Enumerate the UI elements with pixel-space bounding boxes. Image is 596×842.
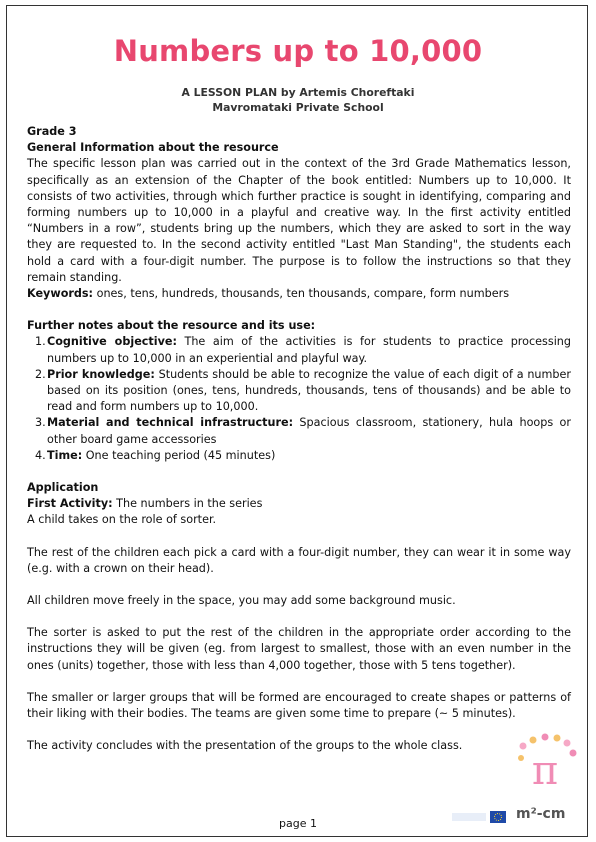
notes-list [27,334,571,464]
activity-paragraph: The sorter is asked to put the rest of the children in the appropriate order according to the instructions they will be given (eg. from largest to smallest, those with an even number in the ones (units) together, those with less than 4,000 together, those with 5 tens together). [27,626,571,672]
first-activity-text: The numbers in the series [112,497,263,511]
list-item [27,448,571,464]
author-line: A LESSON PLAN by Artemis Choreftaki [181,86,415,99]
list-item [27,334,571,366]
list-item [27,367,571,416]
activity-paragraph: A child takes on the role of sorter. [27,513,217,527]
general-info-heading: General Information about the resource [27,141,279,155]
note-label: Prior knowledge: [47,367,155,381]
list-item [27,415,571,447]
first-activity-line [27,496,571,512]
keywords-label: Keywords: [27,287,94,301]
note-text: The aim of the activities is for students to practice processing numbers up to 10,000 in an experiential and playful way. [47,335,571,365]
note-text: Spacious classroom, stationery, hula hoops or other board game accessories [47,416,572,446]
further-notes-heading: Further notes about the resource and its use: [27,319,316,333]
general-info-text: The specific lesson plan was carried out in the context of the 3rd Grade Mathematics lesson, specifically as an extension of the Chapter of the book entitled: Numbers up to 10,000. It consists of two activities, through which further practice is sought in identifying, comparing and forming numbers up to 10,000 in a playful and creative way. In the first activity entitled “Numbers in a row”, students bring up the numbers, which they are asked to sort in the way they are requested to. In the second activity entitled "Last Man Standing", the students each hold a card with a four-digit number. The purpose is to follow the instructions so that they remain standing. [27,157,571,284]
page-number: page 1 [279,817,317,830]
document-body [27,124,571,755]
list-number: 1. [35,335,46,349]
activity-paragraph: The rest of the children each pick a card with a four-digit number, they can wear it in some way (e.g. with a crown on their head). [27,545,571,575]
note-text: One teaching period (45 minutes) [82,448,276,462]
keywords-line [27,286,571,302]
activity-paragraph: The activity concludes with the presentation of the groups to the whole class. [27,739,463,753]
grade-label: Grade 3 [27,125,77,138]
m2cm-logo: m²-cm [516,806,566,822]
pi-symbol: π [531,748,559,792]
list-number: 2. [35,367,46,381]
note-label: Cognitive objective: [47,335,177,349]
application-heading: Application [27,481,99,495]
note-label: Material and technical infrastructure: [47,416,294,430]
keywords-text: ones, tens, hundreds, thousands, ten thousands, compare, form numbers [93,287,510,301]
school-line: Mavromataki Private School [212,101,384,114]
page-title: Numbers up to 10,000 [113,34,483,68]
note-label: Time: [47,448,83,462]
pi-dancers-logo [515,732,581,792]
activity-paragraph: The smaller or larger groups that will be formed are encouraged to create shapes or patterns of their liking with their bodies. The teams are given some time to prepare (~ 5 minutes). [27,690,571,721]
list-number: 4. [35,448,46,462]
note-text: Students should be able to recognize the value of each digit of a number based on its position (ones, tens, hundreds, thousands, tens of thousands) and be able to read and form numbers up to 10,000. [47,367,571,414]
lesson-plan-byline [0,85,596,115]
first-activity-label: First Activity: [27,497,113,511]
activity-paragraph: All children move freely in the space, you may add some background music. [27,594,456,608]
list-number: 3. [35,416,46,430]
